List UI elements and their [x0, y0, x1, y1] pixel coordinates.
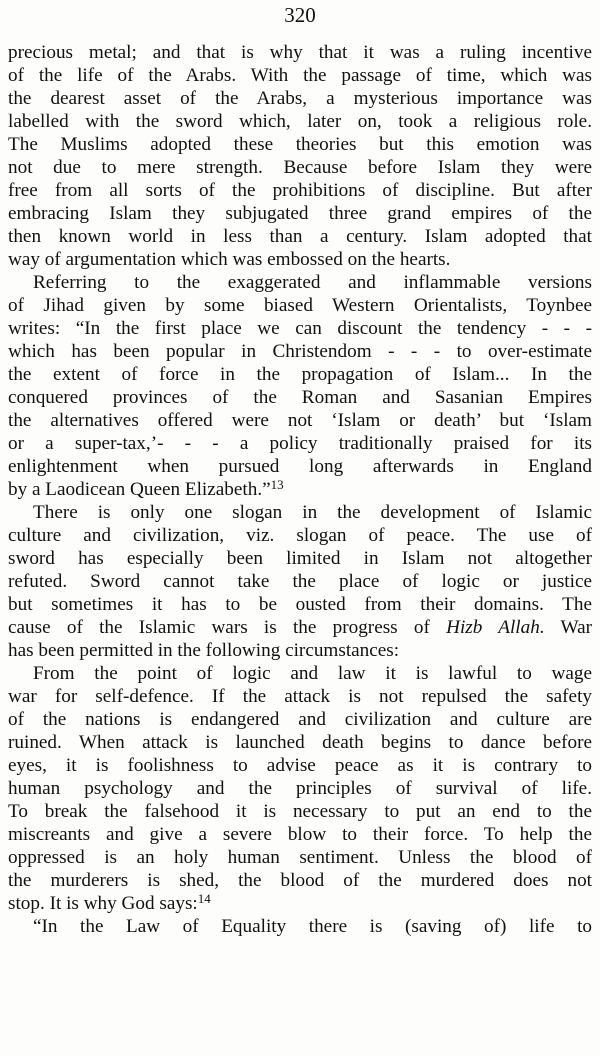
line-text: labelled with the sword which, later on, took a religious role.	[8, 111, 592, 132]
line-text: culture and civilization, viz. slogan of peace. The use of	[8, 525, 592, 546]
footnote-reference: 14	[197, 891, 211, 906]
text-line	[8, 547, 592, 570]
line-text: the extent of force in the propagation of Islam... In the	[8, 364, 592, 385]
line-text: the murderers is shed, the blood of the murdered does not	[8, 870, 592, 891]
text-line	[8, 340, 592, 363]
page-number: 320	[284, 3, 316, 27]
line-text: free from all sorts of the prohibitions of discipline. But after	[8, 180, 592, 201]
text-line	[8, 662, 592, 685]
text-line	[8, 708, 592, 731]
line-text: of the life of the Arabs. With the passage of time, which was	[8, 65, 592, 86]
text-line	[8, 225, 592, 248]
text-line	[8, 294, 592, 317]
text-line	[8, 616, 592, 639]
text-line	[8, 731, 592, 754]
line-text: embracing Islam they subjugated three grand empires of the	[8, 203, 592, 224]
line-text: the alternatives offered were not ‘Islam or death’ but ‘Islam	[8, 410, 592, 431]
line-text: cause of the Islamic wars is the progress of	[8, 617, 430, 638]
line-text: There is only one slogan in the development of Islamic	[33, 502, 592, 523]
text-line	[8, 248, 592, 271]
text-line	[8, 87, 592, 110]
footnote-reference: 13	[270, 477, 284, 492]
line-text: From the point of logic and law it is lawful to wage	[33, 663, 592, 684]
line-text-tail: War	[560, 617, 592, 638]
text-line	[8, 179, 592, 202]
line-text: The Muslims adopted these theories but this emotion was	[8, 134, 592, 155]
text-line	[8, 593, 592, 616]
line-text: then known world in less than a century. Islam adopted that	[8, 226, 592, 247]
text-line	[8, 915, 592, 938]
text-line	[8, 64, 592, 87]
text-line	[8, 386, 592, 409]
line-text: eyes, it is foolishness to advise peace as it is contrary to	[8, 755, 592, 776]
text-line	[8, 754, 592, 777]
line-text: writes: “In the first place we can discount the tendency - - -	[8, 318, 592, 339]
text-line	[8, 685, 592, 708]
text-line	[8, 846, 592, 869]
line-text: of the nations is endangered and civilization and culture are	[8, 709, 592, 730]
text-line	[8, 409, 592, 432]
text-line	[8, 110, 592, 133]
italic-term: Hizb Allah.	[446, 617, 545, 638]
line-text: not due to mere strength. Because before Islam they were	[8, 157, 592, 178]
text-line	[8, 317, 592, 340]
text-line	[8, 501, 592, 524]
text-line	[8, 133, 592, 156]
text-line	[8, 363, 592, 386]
line-text: of Jihad given by some biased Western Orientalists, Toynbee	[8, 295, 592, 316]
text-line	[8, 156, 592, 179]
line-text: precious metal; and that is why that it was a ruling incentive	[8, 42, 592, 63]
text-line	[8, 777, 592, 800]
line-text: by a Laodicean Queen Elizabeth.”	[8, 479, 271, 500]
line-text: miscreants and give a severe blow to their force. To help the	[8, 824, 592, 845]
line-text: oppressed is an holy human sentiment. Unless the blood of	[8, 847, 592, 868]
text-line	[8, 478, 592, 501]
line-text: human psychology and the principles of survival of life.	[8, 778, 592, 799]
text-line	[8, 892, 592, 915]
line-text: sword has especially been limited in Islam not altogether	[8, 548, 592, 569]
line-text: the dearest asset of the Arabs, a mysterious importance was	[8, 88, 592, 109]
text-line	[8, 455, 592, 478]
text-line	[8, 432, 592, 455]
text-line	[8, 202, 592, 225]
text-line	[8, 639, 592, 662]
line-text: ruined. When attack is launched death begins to dance before	[8, 732, 592, 753]
line-text: refuted. Sword cannot take the place of logic or justice	[8, 571, 592, 592]
line-text: war for self-defence. If the attack is not repulsed the safety	[8, 686, 592, 707]
text-line	[8, 524, 592, 547]
line-text: or a super-tax,’- - - a policy traditionally praised for its	[8, 433, 592, 454]
line-text: “In the Law of Equality there is (saving of) life to	[33, 916, 592, 937]
line-text: has been permitted in the following circumstances:	[8, 640, 400, 661]
line-text: which has been popular in Christendom - - - to over-estimate	[8, 341, 592, 362]
text-line	[8, 823, 592, 846]
line-text: but sometimes it has to be ousted from their domains. The	[8, 594, 592, 615]
line-text: way of argumentation which was embossed on the hearts.	[8, 249, 451, 270]
line-text: Referring to the exaggerated and inflammable versions	[33, 272, 592, 293]
text-line	[8, 271, 592, 294]
text-line	[8, 800, 592, 823]
line-text: stop. It is why God says:	[8, 893, 198, 914]
text-line	[8, 570, 592, 593]
line-text: enlightenment when pursued long afterwards in England	[8, 456, 592, 477]
body-text	[8, 41, 592, 938]
line-text: conquered provinces of the Roman and Sasanian Empires	[8, 387, 592, 408]
line-text: To break the falsehood it is necessary to put an end to the	[8, 801, 592, 822]
text-line	[8, 41, 592, 64]
text-line	[8, 869, 592, 892]
